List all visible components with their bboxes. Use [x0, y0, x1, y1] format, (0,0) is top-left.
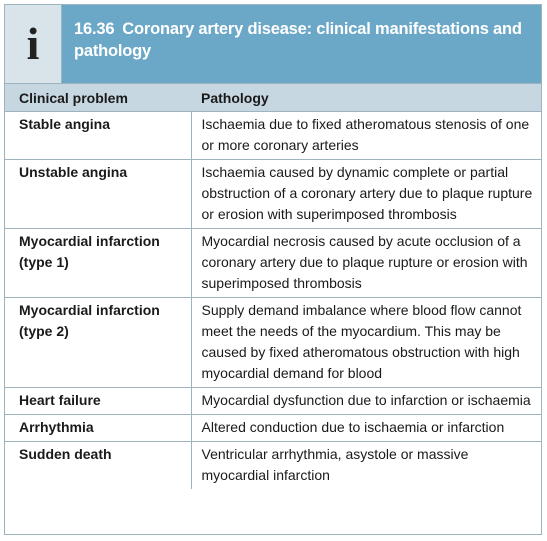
box-title-bar: [62, 5, 541, 83]
pathology-cell: Altered conduction due to ischaemia or infarction: [191, 415, 541, 442]
table-row: [5, 229, 541, 298]
pathology-cell: Supply demand imbalance where blood flow cannot meet the needs of the myocardium. This may be caused by fixed atheromatous obstruction with high myocardial demand for blood: [191, 298, 541, 388]
clinical-problem-cell: Myocardial infarction (type 2): [5, 298, 191, 388]
pathology-cell: Myocardial dysfunction due to infarction or ischaemia: [191, 388, 541, 415]
box-number: 16.36: [74, 20, 115, 38]
table-row: [5, 415, 541, 442]
table-row: [5, 112, 541, 160]
column-header-pathology: Pathology: [191, 84, 541, 112]
table-row: [5, 442, 541, 490]
info-box: [4, 4, 542, 535]
pathology-cell: Ventricular arrhythmia, asystole or massive myocardial infarction: [191, 442, 541, 490]
pathology-table: [5, 84, 541, 489]
clinical-problem-cell: Myocardial infarction (type 1): [5, 229, 191, 298]
clinical-problem-cell: Heart failure: [5, 388, 191, 415]
pathology-cell: Ischaemia due to fixed atheromatous stenosis of one or more coronary arteries: [191, 112, 541, 160]
clinical-problem-cell: Stable angina: [5, 112, 191, 160]
table-row: [5, 160, 541, 229]
box-header: [5, 5, 541, 84]
box-title: Coronary artery disease: clinical manifestations and pathology: [74, 20, 522, 60]
info-icon: [5, 5, 62, 83]
table-row: [5, 388, 541, 415]
column-header-clinical-problem: Clinical problem: [5, 84, 191, 112]
pathology-cell: Ischaemia caused by dynamic complete or partial obstruction of a coronary artery due to plaque rupture or erosion with superimposed thrombosis: [191, 160, 541, 229]
table-header-row: [5, 84, 541, 112]
clinical-problem-cell: Sudden death: [19, 446, 112, 462]
info-glyph: i: [26, 18, 40, 69]
clinical-problem-cell: Arrhythmia: [5, 415, 191, 442]
pathology-cell: Myocardial necrosis caused by acute occlusion of a coronary artery due to plaque rupture or erosion with superimposed thrombosis: [191, 229, 541, 298]
clinical-problem-cell: Unstable angina: [5, 160, 191, 229]
table-row: [5, 298, 541, 388]
